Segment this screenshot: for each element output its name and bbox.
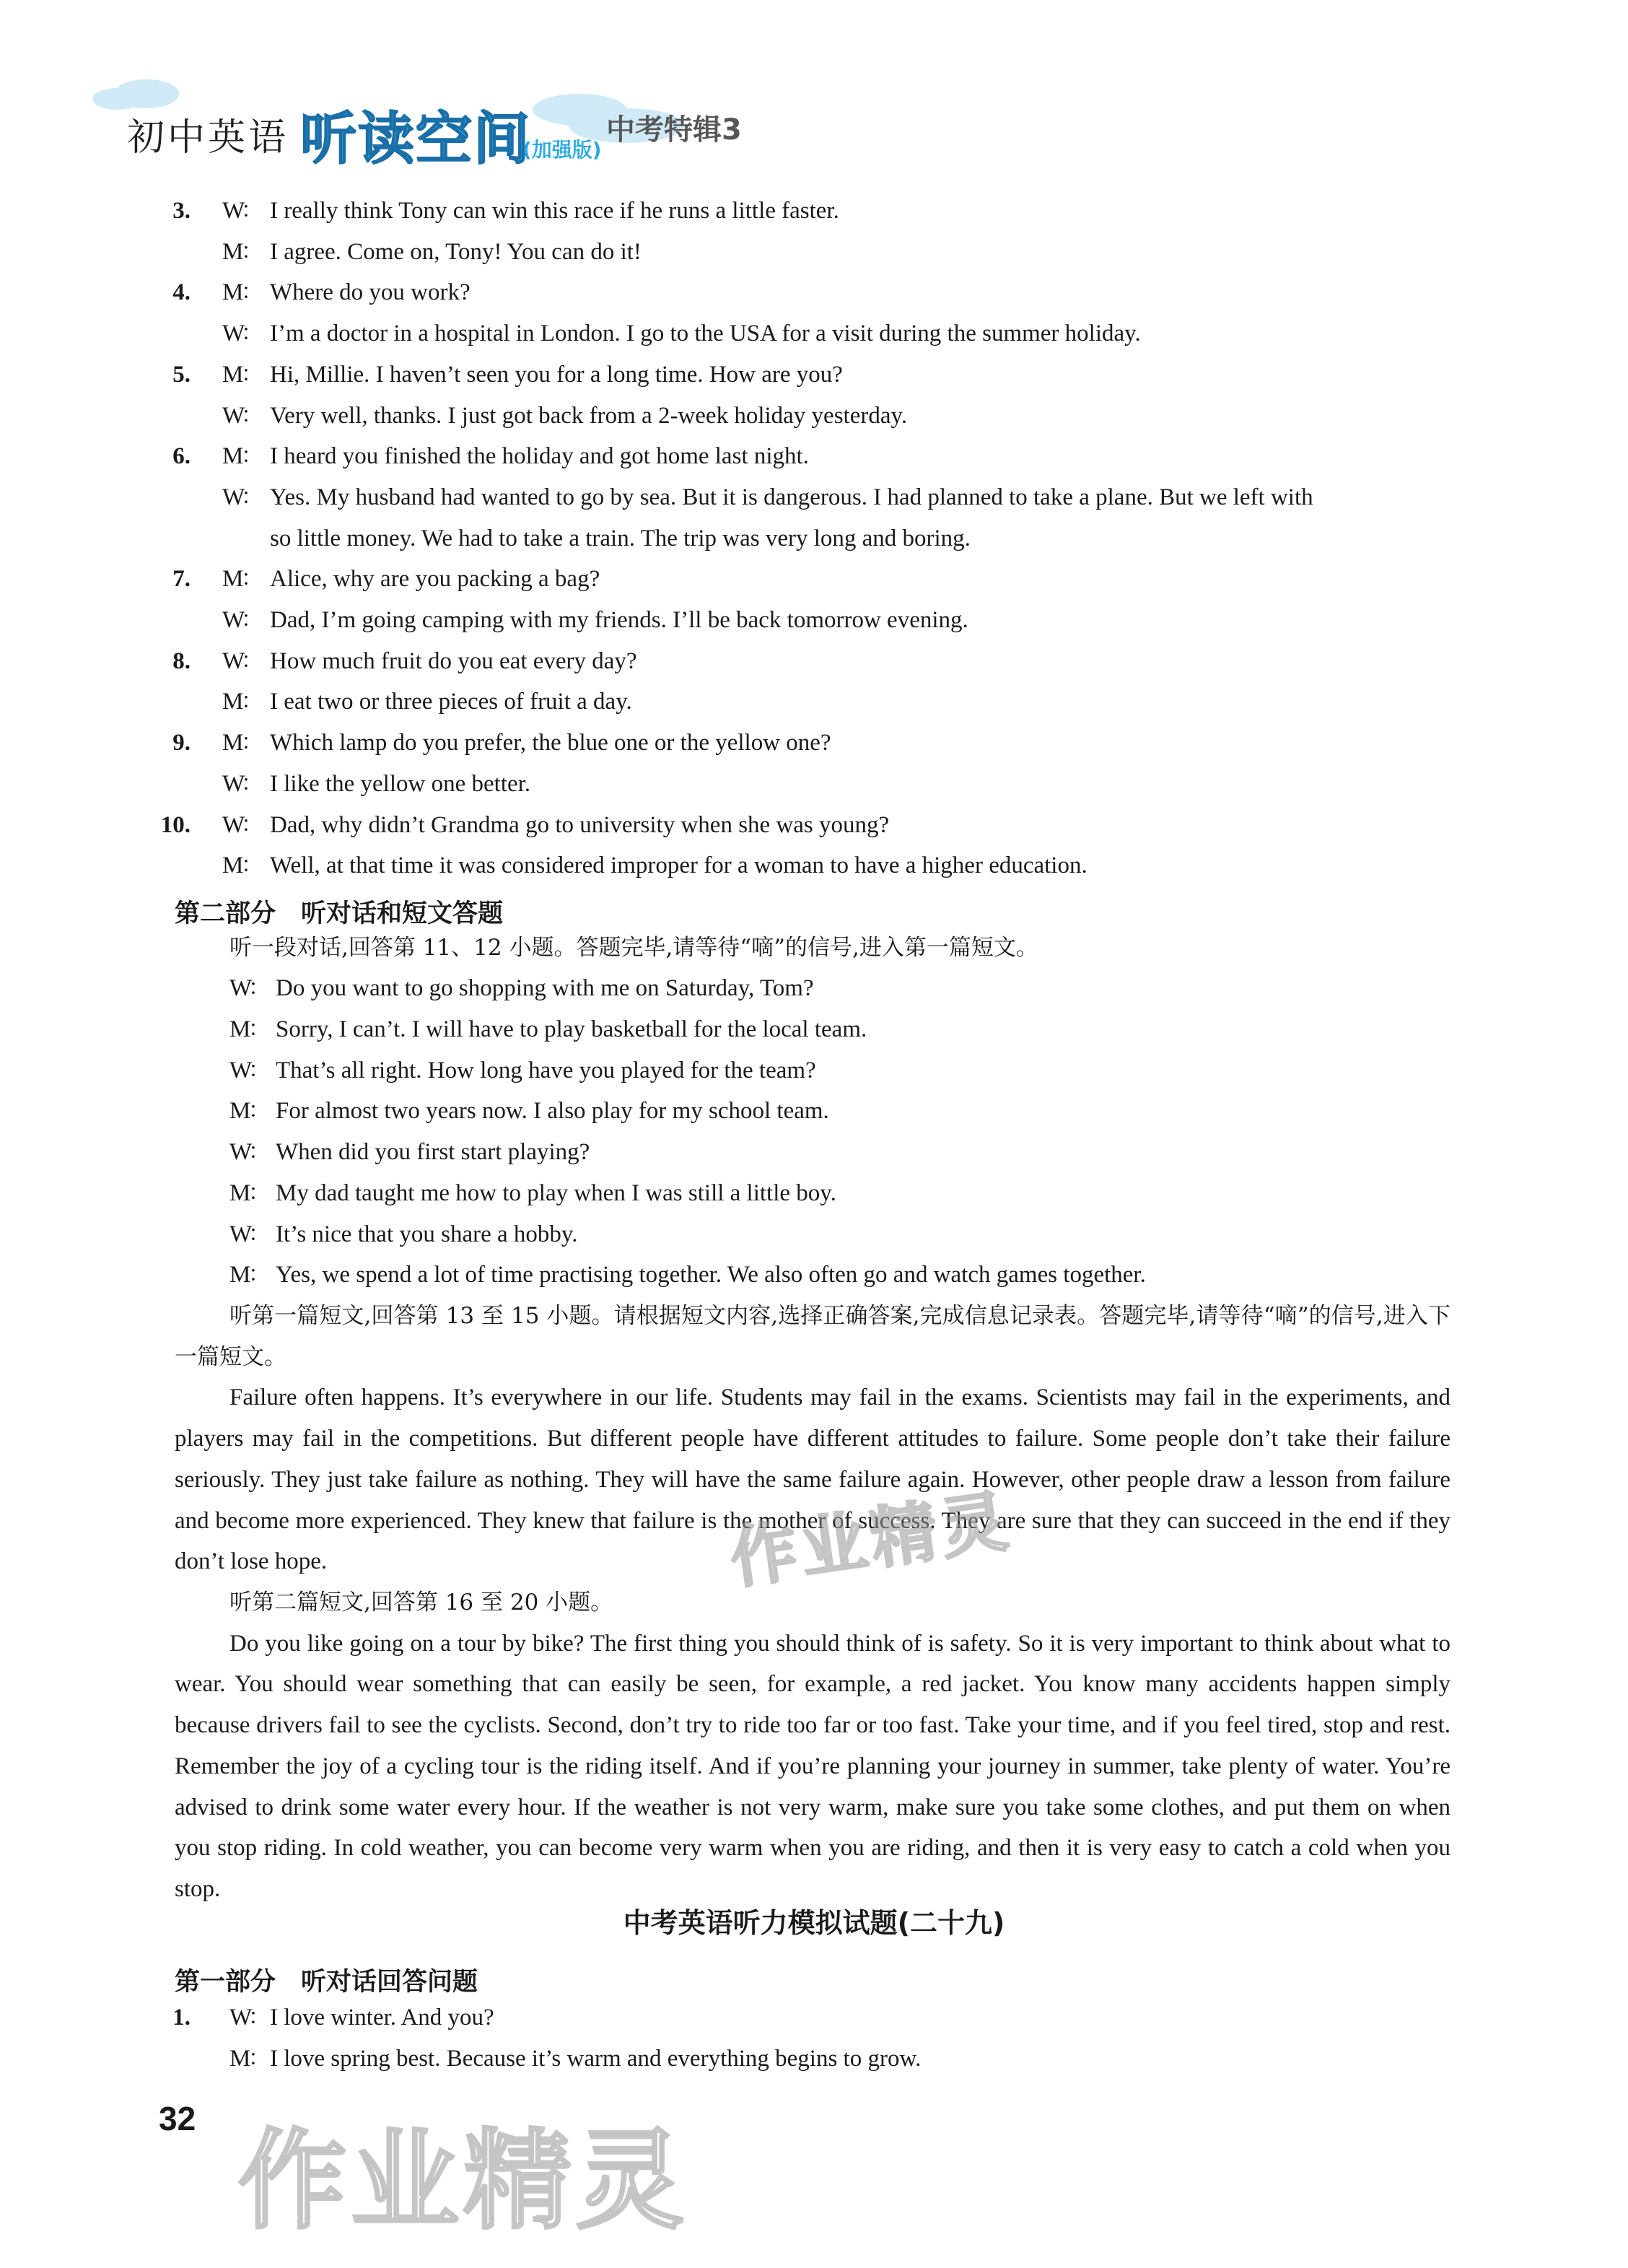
speaker-label: M (222, 361, 244, 388)
speaker-colon: ： (241, 689, 263, 714)
speaker-colon: ： (241, 853, 263, 878)
speaker-colon: ： (241, 280, 263, 305)
speaker-label: M (222, 279, 244, 306)
speaker-label: W (222, 402, 245, 429)
speaker-label: W (222, 484, 245, 510)
speaker-label: M (222, 443, 244, 470)
speaker-colon: ： (241, 403, 263, 427)
speaker-colon: ： (248, 1099, 270, 1123)
dialogue-line: I agree. Come on, Tony! You can do it! (270, 238, 642, 265)
dialogue-line: I really think Tony can win this race if he runs a little faster. (270, 198, 839, 224)
test-title: 中考英语听力模拟试题(二十九) (623, 1906, 1005, 1939)
speaker-label: W (229, 1139, 253, 1166)
dialogue-line: Yes, we spend a lot of time practising together. We also often go and watch games together. (276, 1262, 1146, 1288)
instruction-text: 听第一篇短文,回答第 13 至 15 小题。请根据短文内容,选择正确答案,完成信息记录表。答题完毕,请等待“嘀”的信号,进入下一篇短文。 (175, 1302, 1450, 1370)
speaker-label: W (222, 607, 245, 633)
dialogue-line: Where do you work? (270, 279, 471, 306)
watermark: 作业精灵 (725, 1482, 1017, 1598)
speaker-label: W (222, 320, 245, 347)
dialogue-line: Very well, thanks. I just got back from a 2-week holiday yesterday. (270, 402, 908, 429)
instruction-text: 听一段对话,回答第 11、12 小题。答题完毕,请等待“嘀”的信号,进入第一篇短文。 (229, 934, 1038, 961)
item-number: 5. (172, 361, 191, 388)
dialogue-line: Dad, I’m going camping with my friends. I’ll be back tomorrow evening. (270, 607, 968, 633)
dialogue-line: Do you want to go shopping with me on Saturday, Tom? (276, 975, 814, 1002)
speaker-colon: ： (241, 321, 263, 346)
item-number: 10. (160, 811, 191, 838)
speaker-colon: ： (248, 1017, 270, 1041)
brand-edition-tag: (加强版) (522, 138, 602, 162)
speaker-colon: ： (241, 484, 263, 509)
dialogue-line: Alice, why are you packing a bag? (270, 566, 600, 593)
dialogue-line: How much fruit do you eat every day? (270, 647, 637, 674)
dialogue-line: That’s all right. How long have you played for the team? (276, 1057, 816, 1083)
speaker-label: M (229, 1262, 251, 1288)
speaker-colon: ： (241, 239, 263, 263)
speaker-colon: ： (241, 648, 263, 673)
item-number: 9. (172, 730, 191, 756)
item-number: 6. (172, 443, 191, 470)
passage-text: Failure often happens. It’s everywhere in our life. Students may fail in the exams. Scientists may fail in the experiments, and players may fail in the competitions. But different people have different attitudes to failure. Some people don’t take their failure seriously. They just take failure as nothing. They will have the same failure again. However, other people draw a lesson from failure and become more experienced. They knew that failure is the mother of success. They are sure that they can succeed in the end if they don’t lose hope. (175, 1384, 1450, 1575)
speaker-label: W (229, 1057, 253, 1083)
speaker-colon: ： (248, 1057, 270, 1082)
speaker-colon: ： (248, 1262, 270, 1287)
speaker-colon: ： (241, 567, 263, 591)
speaker-colon: ： (248, 976, 270, 1000)
speaker-colon: ： (248, 2005, 270, 2029)
speaker-label: M (229, 1016, 251, 1042)
page-number: 32 (159, 2100, 196, 2137)
item-number: 1. (172, 2004, 191, 2031)
dialogue-line: My dad taught me how to play when I was still a little boy. (276, 1179, 836, 1206)
dialogue-line: Hi, Millie. I haven’t seen you for a long time. How are you? (270, 361, 843, 388)
item-number: 3. (172, 198, 191, 224)
speaker-label: W (222, 811, 245, 838)
speaker-label: M (222, 852, 244, 879)
dialogue-line: Sorry, I can’t. I will have to play basketball for the local team. (276, 1016, 867, 1042)
speaker-colon: ： (241, 362, 263, 386)
speaker-colon: ： (241, 444, 263, 468)
dialogue-line: Dad, why didn’t Grandma go to university when she was young? (270, 811, 890, 838)
speaker-label: W (229, 1221, 253, 1247)
speaker-label: W (229, 975, 253, 1002)
dialogue-line: Which lamp do you prefer, the blue one or the yellow one? (270, 730, 831, 756)
dialogue-line: It’s nice that you share a hobby. (276, 1221, 578, 1247)
dialogue-line: I love winter. And you? (270, 2004, 494, 2031)
speaker-colon: ： (248, 1180, 270, 1205)
dialogue-line: Yes. My husband had wanted to go by sea. But it is dangerous. I had planned to take a plane. But we left with (270, 484, 1313, 510)
item-number: 8. (172, 647, 191, 674)
passage-text: Do you like going on a tour by bike? The first thing you should think of is safety. So it is very important to think about what to wear. You should wear something that can easily be seen, for example, a red jacket. You know many accidents happen simply because drivers fail to see the cyclists. Second, don’t try to ride too far or too fast. Take your time, and if you feel tired, stop and rest. Remember the joy of a cycling tour is the riding itself. And if you’re planning your journey in summer, take plenty of water. You’re advised to drink some water every hour. If the weather is not very warm, make sure you take some clothes, and put them on when you stop riding. In cold weather, you can become very warm when you are riding, and then it is very easy to catch a cold when you stop. (175, 1630, 1450, 1903)
book-header (92, 72, 814, 172)
speaker-label: M (222, 730, 244, 756)
dialogue-line: When did you first start playing? (276, 1139, 590, 1166)
speaker-label: M (229, 2045, 251, 2072)
speaker-label: M (229, 1098, 251, 1125)
speaker-label: W (222, 770, 245, 797)
item-number: 7. (172, 566, 191, 593)
speaker-colon: ： (241, 199, 263, 222)
section-heading: 第二部分 听对话和短文答题 (175, 899, 504, 928)
speaker-label: M (222, 566, 244, 593)
dialogue-line: For almost two years now. I also play for my school team. (276, 1098, 829, 1125)
speaker-colon: ： (241, 812, 263, 837)
dialogue-line: Well, at that time it was considered improper for a woman to have a higher education. (270, 852, 1087, 879)
watermark: 作业精灵 (238, 2119, 689, 2244)
dialogue-line: I’m a doctor in a hospital in London. I go to the USA for a visit during the summer holiday. (270, 320, 1141, 347)
speaker-colon: ： (248, 2046, 270, 2070)
speaker-colon: ： (241, 608, 263, 632)
dialogue-line: I heard you finished the holiday and got home last night. (270, 443, 809, 470)
speaker-label: M (222, 238, 244, 265)
dialogue-line: I love spring best. Because it’s warm and everything begins to grow. (270, 2045, 922, 2072)
speaker-label: M (222, 689, 244, 715)
dialogue-line: I eat two or three pieces of fruit a day. (270, 689, 632, 715)
speaker-colon: ： (241, 771, 263, 795)
item-number: 4. (172, 279, 191, 306)
edition-label: 中考特辑3 (606, 113, 742, 147)
speaker-colon: ： (248, 1221, 270, 1246)
cloud-decoration (114, 79, 179, 108)
brand-subject: 初中英语 (127, 116, 289, 160)
speaker-label: M (229, 1179, 251, 1206)
speaker-label: W (222, 198, 245, 224)
speaker-colon: ： (241, 730, 263, 755)
speaker-label: W (222, 647, 245, 674)
speaker-colon: ： (248, 1140, 270, 1164)
section-heading: 第一部分 听对话回答问题 (175, 1968, 478, 1997)
dialogue-line: so little money. We had to take a train. The trip was very long and boring. (270, 525, 971, 551)
instruction-text: 听第二篇短文,回答第 16 至 20 小题。 (229, 1589, 613, 1615)
dialogue-line: I like the yellow one better. (270, 770, 531, 797)
speaker-label: W (229, 2004, 253, 2031)
brand-logo-text: 听读空间 (300, 107, 532, 172)
